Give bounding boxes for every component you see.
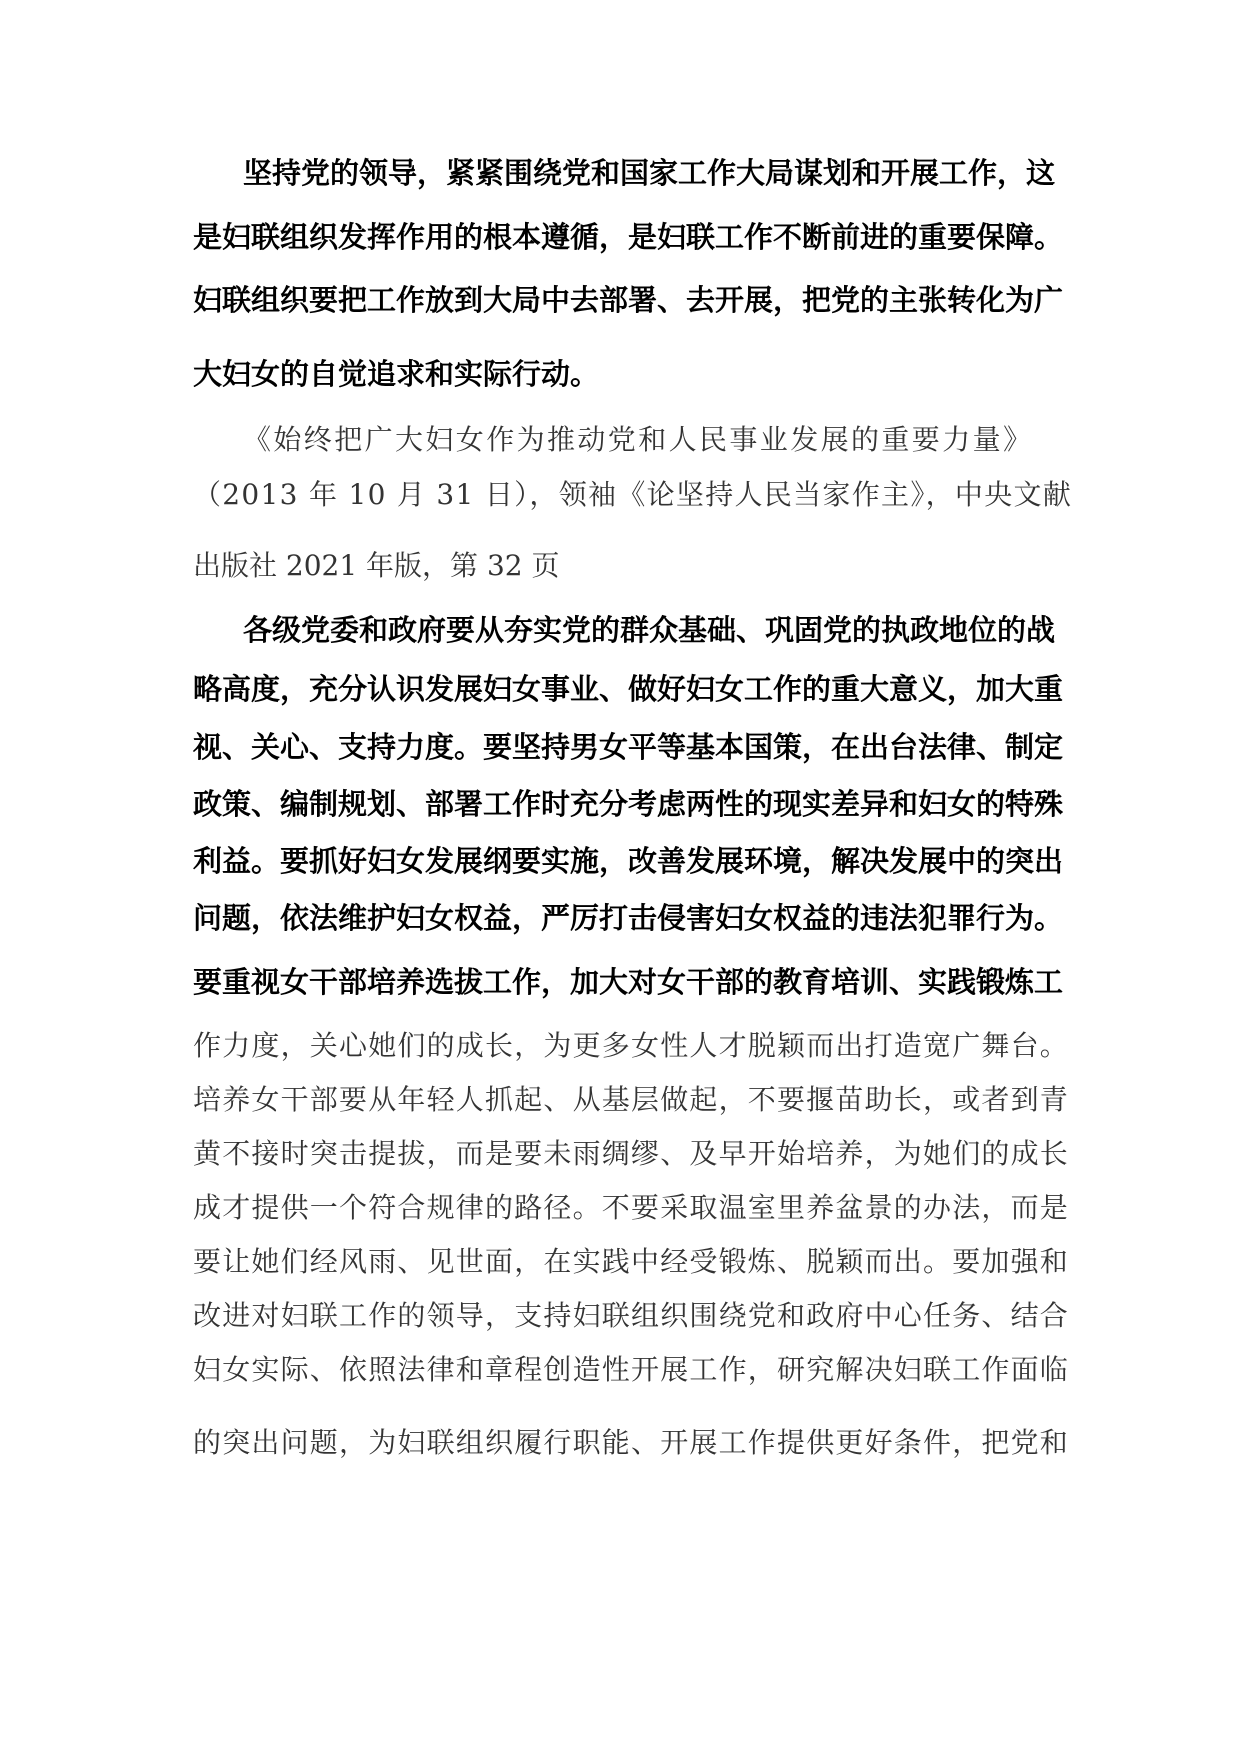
quote2-line-9: 培养女干部要从年轻人抓起、从基层做起，不要揠苗助长，或者到青 (193, 1083, 1070, 1116)
quote2-line-12: 要让她们经风雨、见世面，在实践中经受锻炼、脱颖而出。要加强和 (193, 1245, 1070, 1278)
quote1-line-4: 大妇女的自觉追求和实际行动。 (193, 357, 600, 391)
quote1-line-1: 坚持党的领导，紧紧围绕党和国家工作大局谋划和开展工作，这 (243, 156, 1056, 190)
quote2-line-8: 作力度，关心她们的成长，为更多女性人才脱颖而出打造宽广舞台。 (193, 1029, 1070, 1062)
quote1-line-3: 妇联组织要把工作放到大局中去部署、去开展，把党的主张转化为广 (193, 283, 1064, 317)
quote2-bold-line-6: 问题，依法维护妇女权益，严厉打击侵害妇女权益的违法犯罪行为。 (193, 901, 1064, 935)
quote2-bold-line-1: 各级党委和政府要从夯实党的群众基础、巩固党的执政地位的战 (243, 613, 1056, 647)
citation-line-2: （2013 年 10 月 31 日），领袖《论坚持人民当家作主》，中央文献 (193, 478, 1073, 511)
citation-line-3: 出版社 2021 年版，第 32 页 (193, 549, 560, 582)
quote2-bold-line-5: 利益。要抓好妇女发展纲要实施，改善发展环境，解决发展中的突出 (193, 844, 1064, 878)
quote1-line-2: 是妇联组织发挥作用的根本遵循，是妇联工作不断前进的重要保障。 (193, 220, 1064, 254)
quote2-line-13: 改进对妇联工作的领导，支持妇联组织围绕党和政府中心任务、结合 (193, 1299, 1070, 1332)
quote2-bold-line-3: 视、关心、支持力度。要坚持男女平等基本国策，在出台法律、制定 (193, 730, 1064, 764)
quote2-line-14: 妇女实际、依照法律和章程创造性开展工作，研究解决妇联工作面临 (193, 1353, 1070, 1386)
quote2-line-10: 黄不接时突击提拔，而是要未雨绸缪、及早开始培养，为她们的成长 (193, 1137, 1070, 1170)
quote2-line-11: 成才提供一个符合规律的路径。不要采取温室里养盆景的办法，而是 (193, 1191, 1070, 1224)
quote2-bold-line-2: 略高度，充分认识发展妇女事业、做好妇女工作的重大意义，加大重 (193, 672, 1064, 706)
quote2-bold-line-4: 政策、编制规划、部署工作时充分考虑两性的现实差异和妇女的特殊 (193, 787, 1064, 821)
citation-line-1: 《始终把广大妇女作为推动党和人民事业发展的重要力量》 (243, 423, 1034, 456)
quote2-line-15: 的突出问题，为妇联组织履行职能、开展工作提供更好条件，把党和 (193, 1426, 1070, 1459)
quote2-bold-line-7: 要重视女干部培养选拔工作，加大对女干部的教育培训、实践锻炼工 (193, 965, 1064, 999)
